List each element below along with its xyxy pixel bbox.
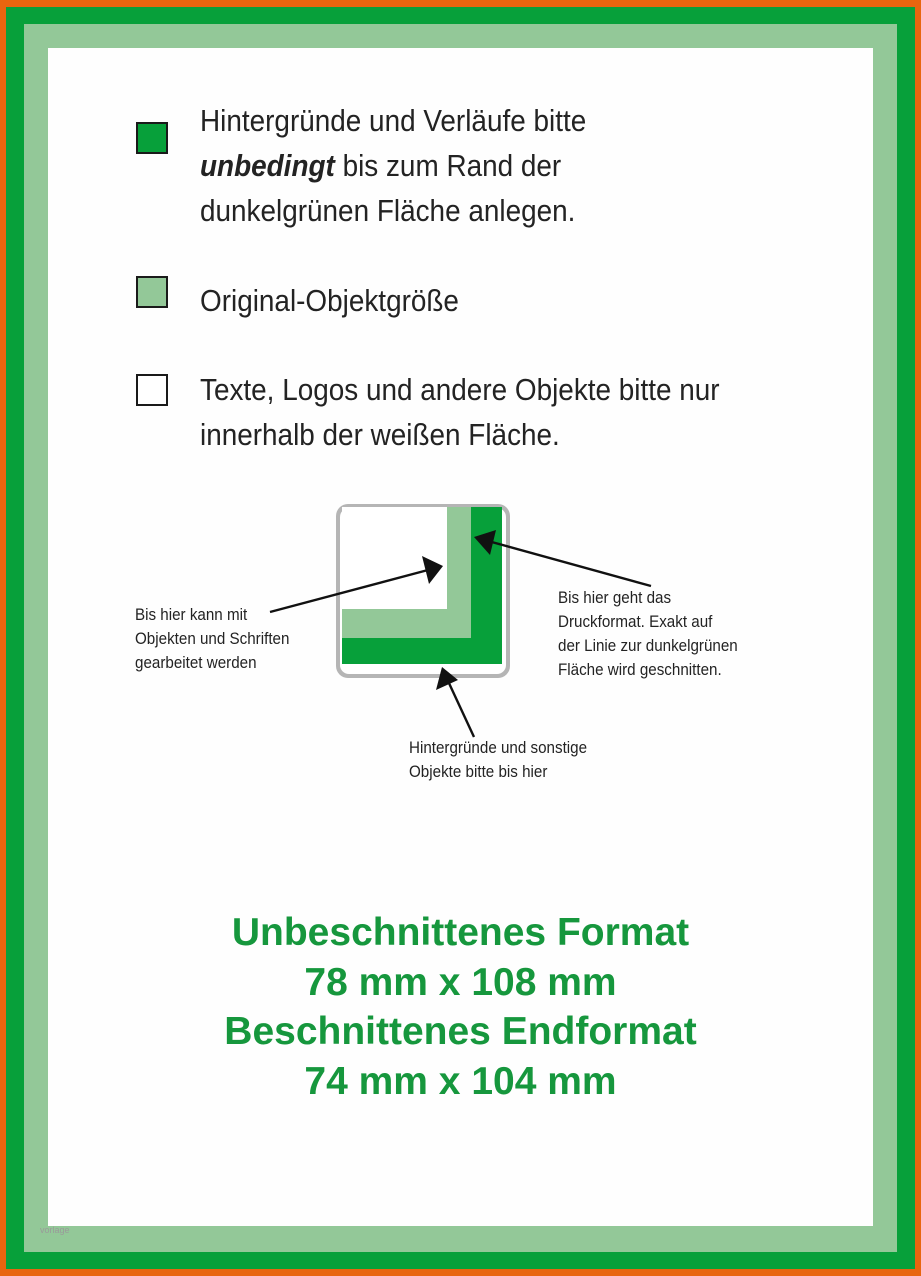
legend-line: Original-Objektgröße [200,283,459,318]
untrimmed-format-heading: Unbeschnittenes Format [231,911,690,954]
legend-line: dunkelgrünen Fläche anlegen. [200,193,576,228]
label-line: Bis hier kann mit [135,606,248,624]
trimmed-format-heading: Beschnittenes Endformat [224,1010,697,1053]
legend-line: innerhalb der weißen Fläche. [200,417,560,452]
label-line: gearbeitet werden [135,654,257,672]
label-line: Objekte bitte bis hier [409,763,548,781]
legend-line: Hintergründe und Verläufe bitte [200,103,587,138]
label-line: Hintergründe und sonstige [409,739,588,757]
untrimmed-format-size: 78 mm x 108 mm [304,960,617,1004]
label-line: Fläche wird geschnitten. [558,661,722,679]
legend-line: Texte, Logos und andere Objekte bitte nur [200,372,720,407]
diagram-label-bottom [409,736,587,784]
trimmed-format-size: 74 mm x 104 mm [304,1059,617,1103]
arrow-line-bleed-edge [448,681,474,737]
label-line: der Linie zur dunkelgrünen [558,637,738,655]
format-info [48,908,873,1106]
legend-line-rest: bis zum Rand der [334,148,562,183]
emphasis-word: unbedingt [200,148,335,183]
arrow-line-trim-line [488,541,651,586]
label-line: Objekten und Schriften [135,630,290,648]
diagram-label-right [558,586,738,682]
diagram-safe-area [342,507,447,609]
watermark-text: vorlage [40,1225,70,1235]
label-line: Bis hier geht das [558,589,672,607]
diagram-label-left [135,603,289,675]
label-line: Druckformat. Exakt auf [558,613,713,631]
